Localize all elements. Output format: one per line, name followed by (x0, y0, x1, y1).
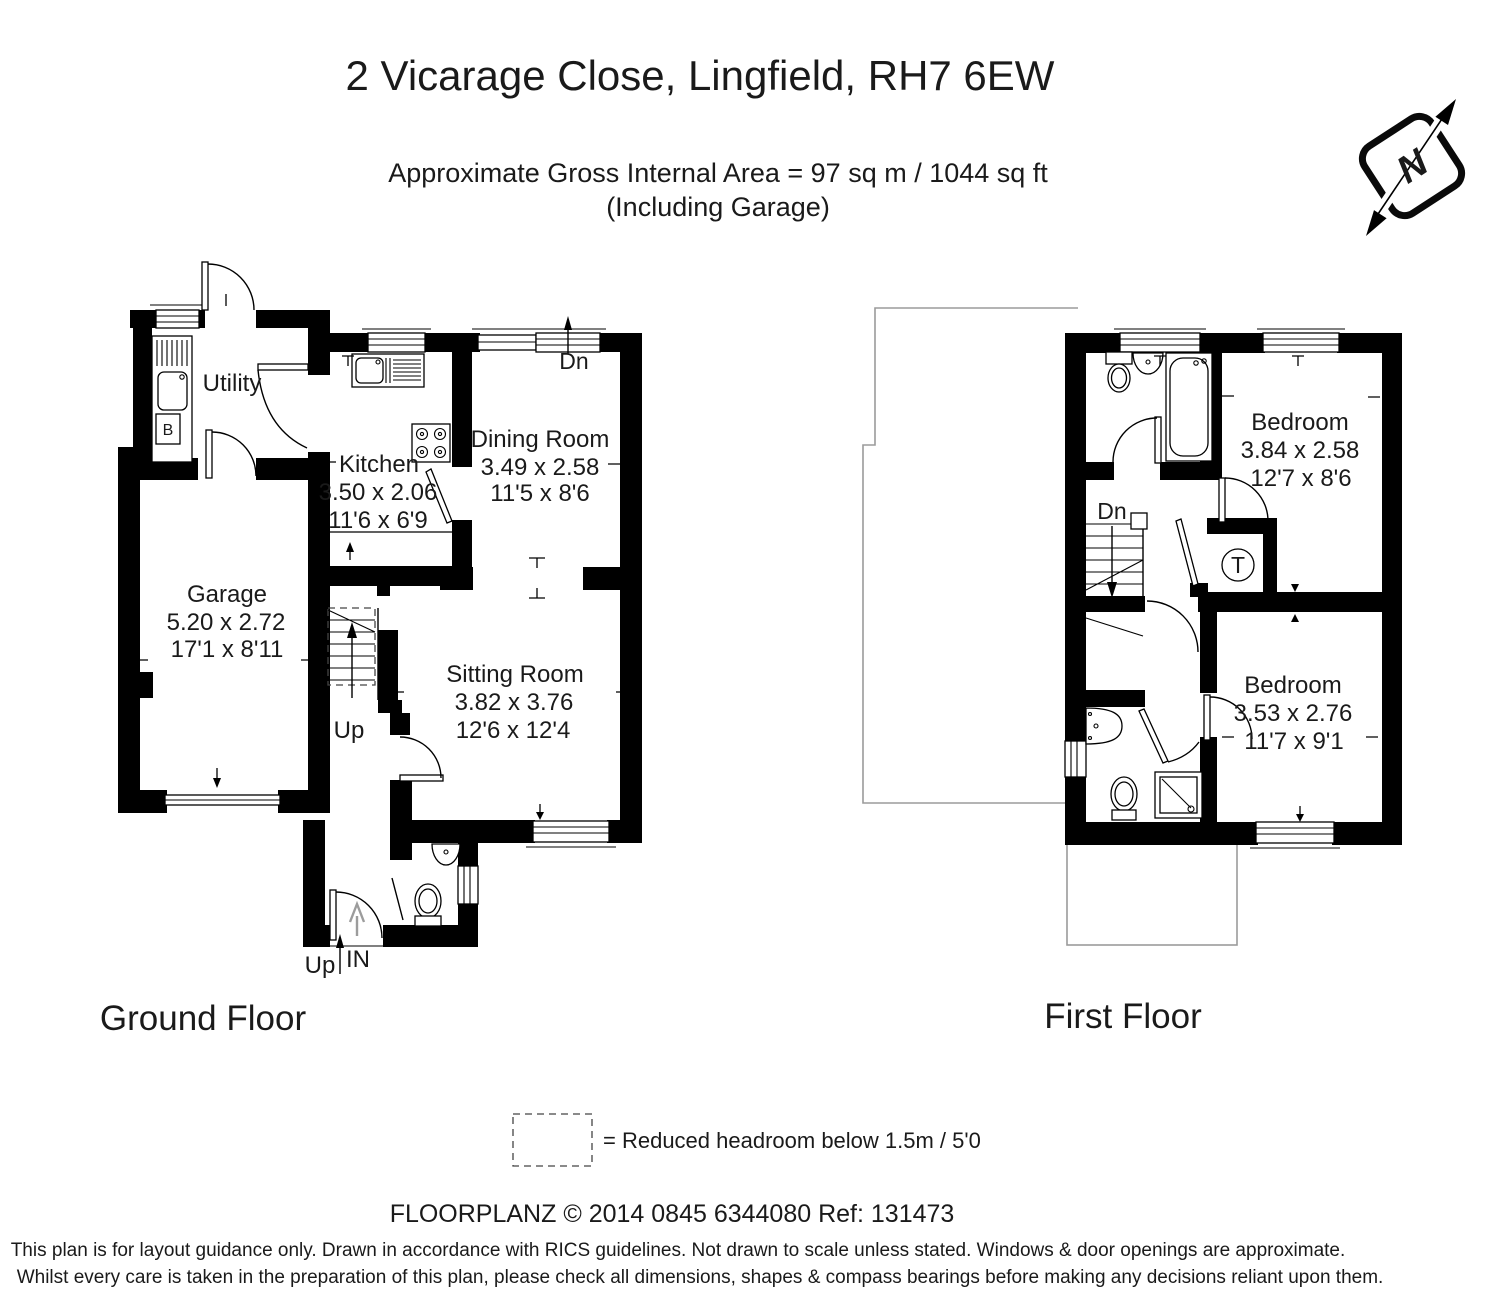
reduced-headroom-swatch (513, 1114, 592, 1166)
hall-sitting-door (400, 737, 443, 781)
garage-label: Garage (186, 581, 268, 608)
bedroom1-window (1257, 329, 1345, 352)
first-floor-title: First Floor (1044, 997, 1202, 1036)
stairs-dn-label: Dn (1097, 498, 1127, 524)
svg-text:B: B (162, 422, 174, 439)
entrance-in-label: IN (346, 946, 370, 973)
tank-cupboard (1222, 549, 1254, 581)
understairs-void-line (1086, 618, 1143, 636)
closet-door (1176, 519, 1198, 586)
legend-text: = Reduced headroom below 1.5m / 5'0 (603, 1128, 981, 1153)
area-line: Approximate Gross Internal Area = 97 sq m / 1044 sq ft (388, 158, 1048, 188)
bathroom-toilet (1106, 352, 1132, 392)
bathroom-door (1113, 417, 1161, 463)
first-floor-plan (863, 308, 1402, 1036)
entrance-direction-arrow (350, 904, 364, 936)
wc-door (392, 878, 403, 920)
footer-disclaimer-2: Whilst every care is taken in the preparation of this plan, please check all dimensions, shapes & compass bearings before making any decisions reliant upon them. (16, 1267, 1384, 1288)
shower-room-door (1139, 709, 1199, 763)
bathroom-window (1114, 329, 1206, 352)
outside-step-arrow (336, 934, 344, 974)
kitchen-window (362, 329, 431, 352)
bath (1166, 353, 1212, 461)
bedroom1-label: Bedroom (1251, 409, 1349, 436)
utility-garage-door (206, 430, 256, 478)
dining-imperial: 11'5 x 8'6 (490, 480, 590, 507)
utility-exterior-door (202, 262, 254, 310)
kitchen-metric: 3.50 x 2.06 (318, 479, 438, 506)
shower (1155, 772, 1202, 818)
wc-toilet (415, 884, 441, 926)
first-stairs (1086, 513, 1147, 636)
utility-kitchen-door (258, 364, 308, 448)
including-line: (Including Garage) (606, 192, 830, 222)
header (346, 52, 1055, 222)
legend (513, 1114, 981, 1166)
bedroom1-imperial: 12'7 x 8'6 (1250, 465, 1352, 492)
shower-basin (1086, 708, 1122, 744)
bedroom1-metric: 3.84 x 2.58 (1240, 437, 1360, 464)
ground-floor-title: Ground Floor (99, 999, 307, 1038)
shower-toilet (1111, 777, 1137, 820)
svg-text:T: T (1230, 552, 1246, 578)
sitting-imperial: 12'6 x 12'4 (455, 717, 571, 744)
shower-room-window (1065, 741, 1086, 777)
north-compass-icon (1357, 99, 1468, 236)
kitchen-imperial: 11'6 x 6'9 (328, 507, 428, 534)
dining-metric: 3.49 x 2.58 (480, 454, 600, 481)
entrance-door (330, 890, 382, 940)
utility-label: Utility (202, 370, 262, 397)
kitchen-label: Kitchen (338, 451, 420, 478)
bedroom2-imperial: 11'7 x 9'1 (1244, 728, 1344, 755)
footer-brand-line: FLOORPLANZ © 2014 0845 6344080 Ref: 131473 (389, 1200, 955, 1228)
kitchen-sink (352, 354, 424, 387)
sitting-metric: 3.82 x 3.76 (454, 689, 574, 716)
utility-window (150, 305, 205, 328)
compass-n-label: N (1389, 141, 1436, 192)
wc-window (458, 866, 478, 904)
garage-door (165, 795, 280, 805)
dining-label: Dining Room (470, 426, 610, 453)
first-walls (1065, 333, 1402, 845)
garage-imperial: 17'1 x 8'11 (170, 636, 284, 663)
bedroom2-window (1250, 822, 1340, 848)
stairs-up-label: Up (333, 717, 365, 744)
footer-disclaimer-1: This plan is for layout guidance only. Drawn in accordance with RICS guidelines. Not drawn to scale unless stated. Windows & door openings are approximate. (10, 1240, 1346, 1261)
sitting-window (526, 821, 616, 847)
ground-floor-plan (100, 262, 642, 1038)
garage-metric: 5.20 x 2.72 (166, 609, 286, 636)
landing-corridor-door (1147, 601, 1198, 652)
ground-stairs (328, 608, 378, 700)
page-title: 2 Vicarage Close, Lingfield, RH7 6EW (345, 52, 1055, 99)
sitting-label: Sitting Room (446, 661, 584, 688)
entrance-up-label: Up (304, 952, 336, 979)
footer (11, 1200, 1384, 1288)
bedroom2-metric: 3.53 x 2.76 (1233, 700, 1353, 727)
bedroom2-label: Bedroom (1244, 672, 1342, 699)
wc-basin (432, 844, 460, 865)
boiler (156, 414, 180, 444)
dining-dn-label: Dn (559, 348, 589, 374)
